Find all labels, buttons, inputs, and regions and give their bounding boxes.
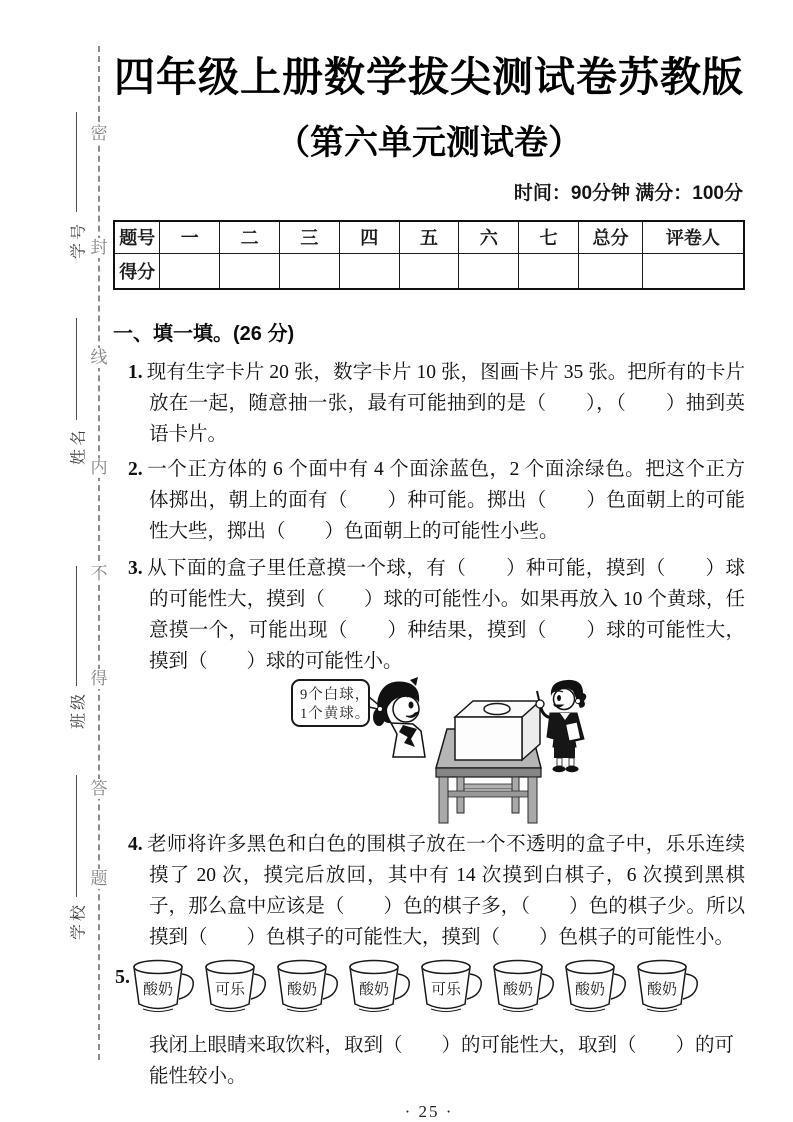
- name-label: 姓名: [70, 426, 88, 466]
- question-3: [113, 553, 745, 677]
- cup-5-label: 可乐: [430, 982, 462, 998]
- question-2-number: 2.: [128, 459, 143, 480]
- cup-5: [415, 958, 485, 1018]
- cup-2: [199, 958, 269, 1018]
- question-5-text: 我闭上眼睛来取饮料，取到（ ）的可能性大，取到（ ）的可能性较小。: [149, 1035, 735, 1087]
- col-total: 总分: [579, 221, 643, 253]
- bubble-line-2: 1个黄球。: [300, 706, 371, 722]
- ball-box-scene: [113, 677, 745, 829]
- col-1: 一: [160, 221, 220, 253]
- col-question-no: 题号: [114, 221, 160, 253]
- score-cell: [399, 253, 459, 289]
- score-table: [113, 220, 745, 290]
- class-label: 班级: [70, 690, 88, 730]
- col-grader: 评卷人: [642, 221, 744, 253]
- school-label: 学校: [70, 901, 88, 941]
- col-4: 四: [339, 221, 399, 253]
- question-4-number: 4.: [128, 834, 143, 855]
- question-3-number: 3.: [128, 558, 143, 579]
- question-1-number: 1.: [128, 362, 143, 383]
- time-score-note: 时间：90分钟 满分：100分: [513, 183, 743, 204]
- seal-char: 答: [90, 779, 108, 798]
- question-1-text: 现有生字卡片 20 张，数字卡片 10 张，图画卡片 35 张。把所有的卡片放在一起，随意抽一张，最有可能抽到的是（ ），（ ）抽到英语卡片。: [146, 362, 745, 445]
- cup-2-label: 可乐: [214, 982, 246, 998]
- drink-cups: [127, 958, 701, 1018]
- cup-3: [271, 958, 341, 1018]
- question-2-text: 一个正方体的 6 个面中有 4 个面涂蓝色，2 个面涂绿色。把这个正方体掷出，朝上的面有（ ）种可能。掷出（ ）色面朝上的可能性大些，掷出（ ）色面朝上的可能性小些。: [146, 459, 745, 542]
- score-cell: [579, 253, 643, 289]
- cup-4-label: 酸奶: [358, 982, 390, 998]
- score-cell: [519, 253, 579, 289]
- question-5-number: 5.: [115, 966, 130, 988]
- paper-subtitle: （第六单元测试卷）: [276, 124, 582, 162]
- cup-7-label: 酸奶: [574, 982, 606, 998]
- girl-character: [373, 677, 425, 757]
- question-3-illustration: [113, 677, 745, 829]
- seal-char: 内: [90, 458, 108, 477]
- paper-title: 四年级上册数学拔尖测试卷苏教版: [114, 54, 744, 100]
- name-blank-line: [76, 318, 77, 420]
- cup-4: [343, 958, 413, 1018]
- score-table-header-row: [114, 221, 744, 253]
- score-cell: [459, 253, 519, 289]
- seal-dashed-line: [98, 46, 100, 1060]
- score-table-value-row: [114, 253, 744, 289]
- box-hole: [484, 704, 510, 715]
- question-5-cups-row: [113, 958, 745, 1022]
- seal-char: 得: [90, 669, 108, 688]
- paper-body: [113, 0, 745, 1122]
- seal-char: 密: [90, 124, 108, 143]
- section-1-heading: 一、填一填。(26 分): [113, 323, 295, 345]
- cup-1-label: 酸奶: [142, 982, 174, 998]
- class-blank-line: [76, 566, 77, 686]
- question-4: [113, 829, 745, 953]
- score-cell: [280, 253, 340, 289]
- score-cell: [642, 253, 744, 289]
- bubble-line-1: 9个白球，: [300, 687, 371, 703]
- seal-char: 封: [90, 238, 108, 257]
- cup-6: [487, 958, 557, 1018]
- seal-char: 题: [90, 869, 108, 888]
- col-6: 六: [459, 221, 519, 253]
- student-id-label: 学号: [70, 220, 88, 260]
- cup-7: [559, 958, 629, 1018]
- score-cell: [160, 253, 220, 289]
- cup-6-label: 酸奶: [502, 982, 534, 998]
- question-1: [113, 357, 745, 450]
- col-2: 二: [220, 221, 280, 253]
- school-blank-line: [76, 775, 77, 897]
- cup-1: [127, 958, 197, 1018]
- seal-char: 不: [90, 564, 108, 583]
- question-2: [113, 454, 745, 547]
- col-5: 五: [399, 221, 459, 253]
- col-3: 三: [280, 221, 340, 253]
- speech-bubble: [292, 680, 386, 726]
- cup-8-label: 酸奶: [646, 982, 678, 998]
- col-7: 七: [519, 221, 579, 253]
- page-number: · 25 ·: [404, 1102, 454, 1121]
- student-id-blank-line: [76, 112, 77, 212]
- cup-3-label: 酸奶: [286, 982, 318, 998]
- cup-8: [631, 958, 701, 1018]
- score-cell: [220, 253, 280, 289]
- score-cell: [339, 253, 399, 289]
- boy-character: [536, 680, 586, 772]
- seal-char: 线: [90, 348, 108, 367]
- score-row-label: 得分: [114, 253, 160, 289]
- question-4-text: 老师将许多黑色和白色的围棋子放在一个不透明的盒子中，乐乐连续摸了 20 次，摸完后放回，其中有 14 次摸到白棋子，6 次摸到黑棋子，那么盒中应该是（ ）色的棋子多，（ ）色的棋子少。所以摸到（ ）色棋子的可能性大，摸到（ ）色棋子的可能性小。: [146, 834, 745, 948]
- question-3-text: 从下面的盒子里任意摸一个球，有（ ）种可能，摸到（ ）球的可能性大，摸到（ ）球的可能性小。如果再放入 10 个黄球，任意摸一个，可能出现（ ）种结果，摸到（ ）球的可能性大，摸到（ ）球的可能性小。: [146, 558, 745, 672]
- ball-box: [455, 701, 540, 760]
